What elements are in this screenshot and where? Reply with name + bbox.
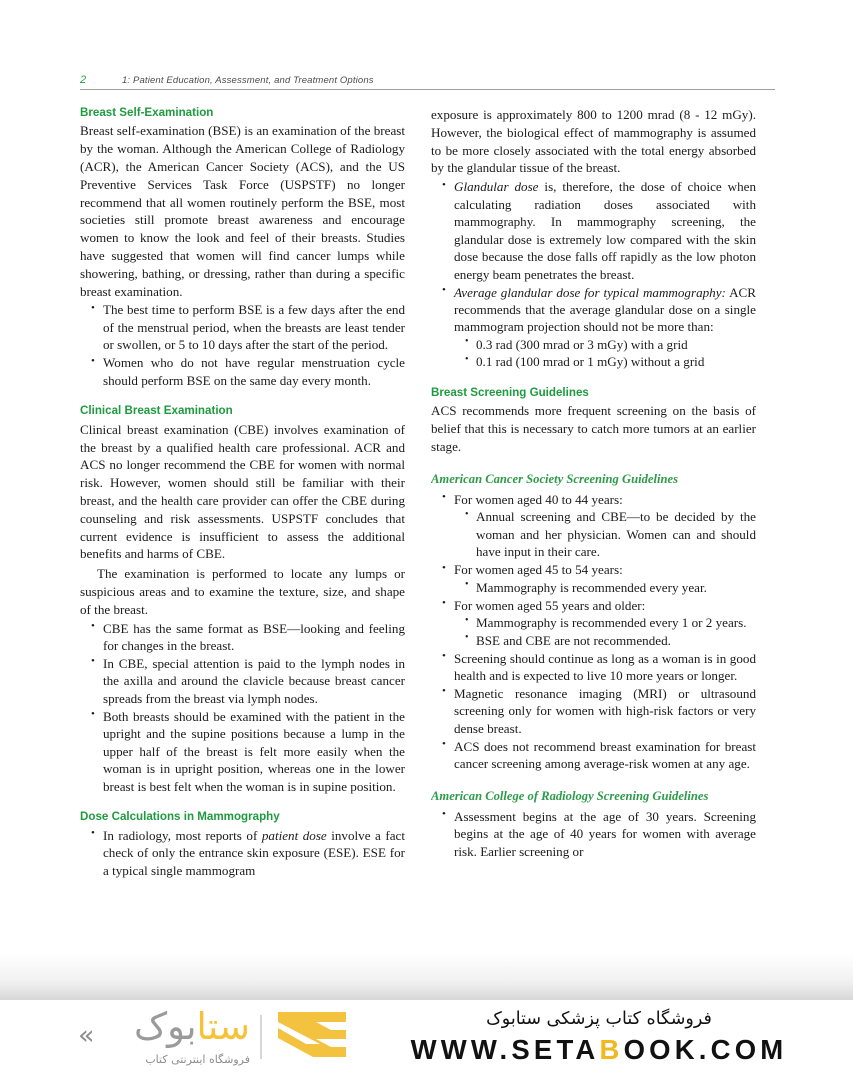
list-item: • Women who do not have regular menstruation cycle should perform BSE on the same day every month.: [103, 354, 405, 389]
list-item: • BSE and CBE are not recommended.: [476, 632, 756, 649]
subheading-acs-screening-guidelines: American Cancer Society Screening Guidelines: [431, 471, 678, 486]
list-item: • Magnetic resonance imaging (MRI) or ultrasound screening only for women with high-risk factors or very dense breast.: [454, 685, 756, 737]
sublist: [454, 579, 756, 596]
sublist: [454, 508, 756, 560]
bullet-italic-term: patient dose: [261, 827, 327, 843]
url-highlight-letter: B: [599, 1033, 624, 1065]
list-item: • The best time to perform BSE is a few days after the end of the menstrual period, when the breasts are least tender or swollen, or 5 to 10 days after the start of the period.: [103, 301, 405, 353]
heading-breast-self-examination: Breast Self-Examination: [80, 106, 214, 119]
list-acr-guidelines: [431, 808, 756, 860]
list-item: [454, 178, 756, 283]
page-number: 2: [80, 74, 87, 86]
list-item: • In CBE, special attention is paid to the lymph nodes in the axilla and around the clavicle because breast cancer spreads from the breast via lymph nodes.: [103, 655, 405, 707]
list-item: [454, 491, 756, 561]
paragraph-cbe-examination: The examination is performed to locate any lumps or suspicious areas and to examine the texture, size, and shape of the breast.: [80, 566, 405, 617]
logo-subtitle: فروشگاه اینترنتی کتاب: [145, 1053, 250, 1066]
list-dose-definitions: [431, 178, 756, 371]
sublist: [454, 614, 756, 649]
footer-url: [389, 1033, 809, 1067]
list-item-label: For women aged 55 years and older:: [454, 597, 646, 613]
double-chevron-icon: «: [78, 1020, 95, 1051]
bullet-text-part-b: involve a fact check of only the entrance skin exposure (ESE). ESE for a typical single mammogram: [103, 827, 405, 878]
footer-watermark: [0, 1000, 853, 1080]
glandular-dose-text: is, therefore, the dose of choice when calculating radiation doses associated with mammography. In mammography screening, the glandular dose is extremely low compared with the skin dose because the dose falls off rapidly as the low photon energy beam penetrates the breast.: [454, 179, 756, 282]
list-acs-guidelines: [431, 491, 756, 773]
logo-word-gold: ستا: [196, 1005, 250, 1048]
footer-tagline: فروشگاه کتاب پزشکی ستابوک: [486, 1009, 712, 1029]
list-item: • 0.3 rad (300 mrad or 3 mGy) with a grid: [476, 336, 756, 353]
url-part-after: OOK.COM: [623, 1033, 788, 1065]
list-item: • Mammography is recommended every year.: [476, 579, 756, 596]
url-part-before: WWW.SETA: [410, 1033, 600, 1065]
left-column: [80, 106, 405, 981]
paragraph-acs-screening-intro: ACS recommends more frequent screening on the basis of belief that this is necessary to catch more tumors at an earlier stage.: [431, 403, 756, 454]
list-item: • Assessment begins at the age of 30 years. Screening begins at the age of 40 years for women with average risk. Earlier screening or: [454, 808, 756, 860]
list-bse-bullets: [80, 301, 405, 389]
logo-wordmark: [134, 1005, 250, 1048]
list-item: • CBE has the same format as BSE—looking and feeling for changes in the breast.: [103, 620, 405, 655]
paragraph-bse-intro: Breast self-examination (BSE) is an examination of the breast by the woman. Although the American College of Radiology (ACR), the American Cancer Society (ACS), and the US Preventive Services Task Force (USPSTF) no longer recommend that all women routinely perform the BSE, most societies still promote breast awareness and encourage women to know the look and feel of their breasts. Studies have suggested that women will find cancer lumps while showering, bathing, or dressing, rather than during a specific breast examination.: [80, 123, 405, 299]
list-item-label: For women aged 40 to 44 years:: [454, 491, 623, 507]
list-item: • Screening should continue as long as a woman is in good health and is expected to live 10 more years or longer.: [454, 650, 756, 685]
list-item-label: For women aged 45 to 54 years:: [454, 562, 623, 578]
stacked-chevrons-icon: [276, 1010, 350, 1064]
list-cbe-bullets: [80, 620, 405, 796]
average-glandular-dose-text: ACR recommends that the average glandular dose on a single mammogram projection should not be more than:: [454, 284, 756, 335]
list-item: • ACS does not recommend breast examination for breast cancer screening among average-risk women at any age.: [454, 738, 756, 773]
list-item: [454, 561, 756, 596]
two-column-body: [80, 106, 775, 981]
paragraph-cbe-intro: Clinical breast examination (CBE) involves examination of the breast by a qualified health care professional. ACR and ACS no longer recommend the CBE for women with normal risk. However, women should still be familiar with their breast, and the health care provider can offer the CBE during counseling and risk assessments. USPSTF concludes that current evidence is insufficient to assess the additional benefits and harms of CBE.: [80, 421, 405, 562]
running-head: [80, 74, 775, 90]
list-item: • Mammography is recommended every 1 or 2 years.: [476, 614, 756, 631]
list-item: • Annual screening and CBE—to be decided by the woman and her physician. Women can and should have input in their care.: [476, 508, 756, 560]
logo-word-gray: بوک: [134, 1005, 197, 1048]
list-item: [103, 827, 405, 879]
logo-mark: [78, 1006, 256, 1068]
list-item: • 0.1 rad (100 mrad or 1 mGy) without a grid: [476, 353, 756, 370]
heading-breast-screening-guidelines: Breast Screening Guidelines: [431, 385, 589, 399]
heading-dose-calculations: Dose Calculations in Mammography: [80, 810, 280, 824]
bullet-text-part-a: In radiology, most reports of: [103, 827, 262, 843]
average-glandular-dose-term: Average glandular dose for typical mammography:: [454, 284, 726, 300]
list-dose-limits: [454, 336, 756, 371]
footer-site-info: [389, 1008, 809, 1067]
list-dose-bullets: [80, 827, 405, 879]
list-item: [454, 597, 756, 649]
glandular-dose-term: Glandular dose: [454, 179, 539, 195]
right-column: [431, 106, 756, 981]
chapter-title: 1: Patient Education, Assessment, and Treatment Options: [122, 75, 374, 86]
list-item: • Both breasts should be examined with the patient in the upright and the supine positions because a lump in the upper half of the breast is felt more easily when the woman is in upright position, whereas one in the lower breast is best felt when the woman is in supine position.: [103, 708, 405, 795]
subheading-acr-screening-guidelines: American College of Radiology Screening Guidelines: [431, 788, 709, 803]
setabook-logo: [78, 1006, 350, 1068]
heading-clinical-breast-examination: Clinical Breast Examination: [80, 404, 233, 418]
list-item: [454, 284, 756, 371]
logo-divider: [260, 1015, 262, 1059]
paragraph-dose-continuation: exposure is approximately 800 to 1200 mrad (8 - 12 mGy). However, the biological effect of mammography is assumed to be more closely associated with the total energy absorbed by the glandular tissue of the breast.: [431, 107, 756, 176]
